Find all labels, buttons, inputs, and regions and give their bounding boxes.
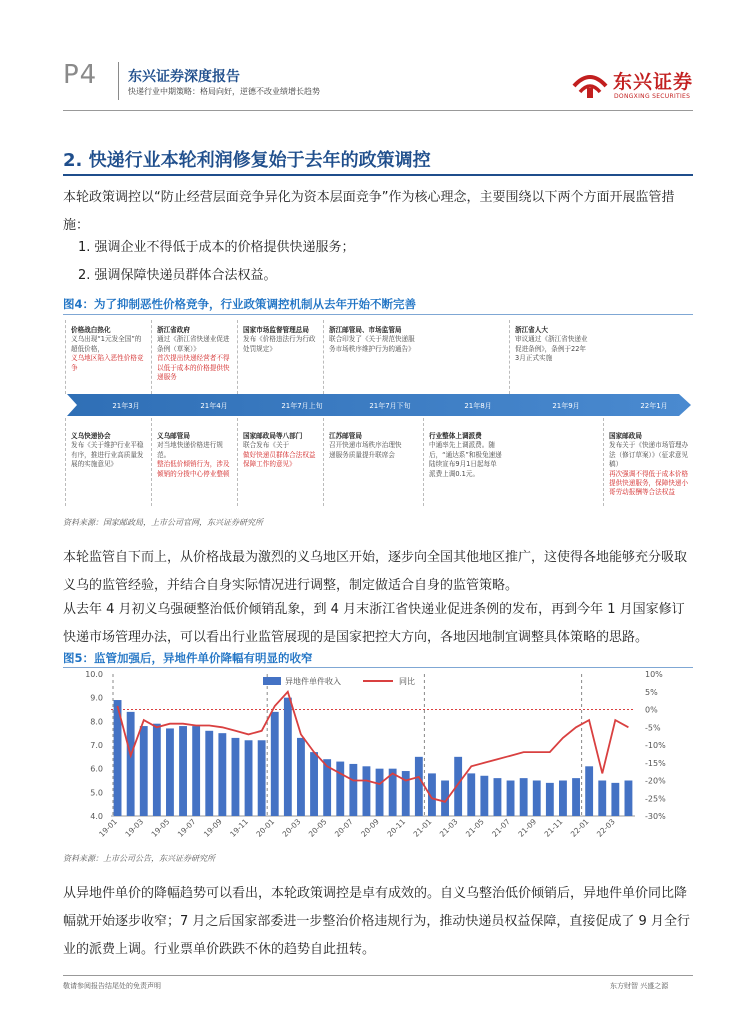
bar-unit-price: [520, 778, 528, 816]
bar-unit-price: [245, 740, 253, 816]
timeline-label-2109: 21年9月: [552, 402, 580, 410]
y-right-tick-label: -5%: [645, 723, 661, 733]
bottom-event: 义乌邮管局 对当地快递价格进行规范。 整治低价倾销行为，涉及倾销的分拨中心停业整顿: [157, 432, 230, 478]
x-tick-label: 20-01: [254, 817, 277, 839]
top-event: 浙江省政府 通过《浙江省快递业促进条例（草案）》 首次提出快递经营者不得以低于成本的价格提供快递服务: [157, 326, 230, 382]
timeline-label-2108: 21年8月: [464, 402, 492, 410]
bar-unit-price: [467, 773, 475, 816]
x-tick-label: 20-11: [385, 817, 408, 839]
y-left-tick-label: 10.0: [85, 670, 103, 679]
bar-unit-price: [572, 778, 580, 816]
intro-paragraph: 本轮政策调控以“防止经营层面竞争异化为资本层面竞争”作为核心理念，主要围绕以下两个方面开展监管措施：: [63, 190, 675, 233]
x-tick-label: 19-03: [123, 817, 146, 839]
y-left-tick-label: 9.0: [90, 693, 103, 703]
report-subtitle: 快递行业中期策略：格局向好，逆德不改业绩增长趋势: [128, 87, 320, 96]
timeline-divider: [65, 320, 67, 394]
bar-unit-price: [232, 738, 240, 816]
footer-disclaimer: 敬请参阅报告结尾处的免责声明: [63, 982, 161, 990]
header-rule: [63, 110, 693, 111]
y-left-tick-label: 8.0: [90, 717, 103, 727]
bar-unit-price: [480, 776, 488, 816]
chart-svg: [63, 668, 693, 844]
bar-unit-price: [402, 771, 410, 816]
bar-unit-price: [585, 766, 593, 816]
fig4-source: 资料来源：国家邮政局，上市公司官网，东兴证券研究所: [63, 518, 263, 527]
timeline-divider: [237, 320, 239, 394]
timeline-divider: [151, 320, 153, 394]
bar-unit-price: [546, 783, 554, 816]
timeline-label-2104: 21年4月: [200, 402, 228, 410]
top-event: 国家市场监督管理总局 发布《价格违法行为行政处罚规定》: [243, 326, 316, 353]
fig5-title: 图5：监管加强后，异地件单价降幅有明显的收窄: [63, 651, 313, 665]
list-item-2: 2. 强调保障快递员群体合法权益。: [78, 268, 277, 283]
x-tick-label: 19-11: [228, 817, 250, 839]
x-tick-label: 20-03: [280, 817, 303, 839]
y-right-tick-label: 0%: [645, 705, 658, 715]
bar-unit-price: [336, 762, 344, 816]
bar-unit-price: [153, 724, 161, 816]
bar-unit-price: [258, 740, 266, 816]
footer-rule: [63, 975, 693, 976]
bar-unit-price: [507, 781, 515, 817]
y-right-tick-label: 10%: [645, 670, 663, 679]
bar-unit-price: [376, 769, 384, 816]
dongxing-logo-icon: [570, 66, 610, 100]
section-title: 2. 快递行业本轮利润修复始于去年的政策调控: [63, 150, 431, 171]
page-number: P4: [63, 60, 98, 90]
bar-unit-price: [192, 726, 200, 816]
bottom-event: 行业整体上调派费 中通率先上调派费。随后，“通达系”和极兔速递陆续宣布9月1日起每单派费上调0.1元。: [429, 432, 502, 478]
x-tick-label: 19-05: [149, 817, 172, 839]
y-left-tick-label: 6.0: [90, 764, 103, 774]
bar-unit-price: [284, 698, 292, 816]
policy-timeline: [63, 318, 693, 508]
legend-label-bar: 异地件单件收入: [285, 677, 341, 686]
x-tick-label: 21-05: [463, 817, 486, 839]
x-tick-label: 21-03: [437, 817, 460, 839]
x-tick-label: 20-05: [306, 817, 329, 839]
fig4-title-rule: [63, 314, 693, 315]
x-tick-label: 22-01: [568, 817, 591, 839]
timeline-label-2107a: 21年7月上旬: [281, 402, 323, 410]
footer-slogan: 东方财智 兴盛之源: [610, 982, 669, 990]
bar-unit-price: [205, 731, 213, 816]
logo-text: 东兴证券: [613, 71, 694, 93]
y-right-tick-label: -20%: [645, 776, 666, 786]
bottom-event: 国家邮政局等八部门 联合发布《关于 做好快递员群体合法权益保障工作的意见》: [243, 432, 316, 469]
top-event: 浙江邮管局、市场监管局 联合印发了《关于规范快递服务市场秩序维护行为的通告》: [329, 326, 415, 353]
timeline-label-2103: 21年3月: [112, 402, 140, 410]
timeline-label-2201: 22年1月: [640, 402, 668, 410]
bar-unit-price: [494, 778, 502, 816]
bar-unit-price: [271, 712, 279, 816]
x-tick-label: 19-09: [201, 817, 224, 839]
timeline-divider: [237, 418, 239, 506]
y-right-tick-label: -15%: [645, 758, 666, 768]
bar-unit-price: [625, 781, 633, 817]
y-left-tick-label: 5.0: [90, 788, 103, 798]
y-right-tick-label: -10%: [645, 741, 666, 750]
y-right-tick-label: 5%: [645, 687, 658, 697]
paragraph-4: 从异地件单价的降幅趋势可以看出，本轮政策调控是卓有成效的。自义乌整治低价倾销后，异地件单价同比降幅就开始逐步收窄；7 月之后国家部委进一步整治价格违规行为，推动快递员权益保障，直接促成了 9 月全行业的派费上调。行业票单价跌跌不休的趋势自此扭转。: [63, 886, 690, 957]
bottom-event: 江苏邮管局 召开快递市场秩序治理快递服务质量提升联席会: [329, 432, 402, 459]
timeline-divider: [423, 418, 425, 506]
x-tick-label: 21-11: [542, 817, 565, 839]
list-item-1: 1. 强调企业不得低于成本的价格提供快递服务；: [78, 240, 355, 255]
bar-unit-price: [533, 781, 541, 817]
bar-unit-price: [179, 726, 187, 816]
bar-unit-price: [166, 728, 174, 816]
report-title: 东兴证券深度报告: [128, 69, 240, 85]
bar-unit-price: [611, 783, 619, 816]
top-event: 价格战白热化 义乌出现“1元发全国”的超低价格， 义乌地区陷入恶性价格竞争: [71, 326, 144, 372]
timeline-label-2107b: 21年7月下旬: [369, 402, 411, 410]
bar-unit-price: [297, 738, 305, 816]
y-left-tick-label: 4.0: [90, 812, 103, 821]
y-right-tick-label: -30%: [645, 812, 666, 821]
bar-unit-price: [598, 781, 606, 817]
x-tick-label: 20-09: [359, 817, 381, 839]
bar-unit-price: [349, 764, 357, 816]
legend-swatch-bar: [263, 677, 281, 685]
paragraph-3: 从去年 4 月初义乌强硬整治低价倾销乱象，到 4 月末浙江省快递业促进条例的发布，再到今年 1 月国家修订快递市场管理办法，可以看出行业监管展现的是国家把控大方向，各地因地制宜调整具体策略的思路。: [63, 602, 685, 645]
timeline-divider: [323, 320, 325, 394]
fig4-title: 图4：为了抑制恶性价格竞争，行业政策调控机制从去年开始不断完善: [63, 297, 416, 311]
bar-unit-price: [363, 766, 371, 816]
timeline-divider: [323, 418, 325, 506]
bottom-event: 义乌快递协会 发布《关于维护行业平稳有序，推进行业高质量发展的实施意见》: [71, 432, 144, 469]
x-tick-label: 22-03: [594, 817, 617, 839]
y-right-tick-label: -25%: [645, 794, 666, 804]
section-rule: [63, 174, 693, 176]
unit-price-chart: [63, 668, 693, 844]
fig5-source: 资料来源：上市公司公告，东兴证券研究所: [63, 854, 215, 863]
bottom-event: 国家邮政局 发布关于《快递市场管理办法（修订草案）》（征求意见稿） 再次强调不得低于成本价格提供快递服务，保障快递小哥劳动报酬等合法权益: [609, 432, 689, 497]
x-tick-label: 19-07: [175, 817, 198, 839]
bar-unit-price: [127, 712, 135, 816]
top-event: 浙江省人大 审议通过《浙江省快递业促进条例》，条例于22年3月正式实施: [515, 326, 588, 363]
paragraph-2: 本轮监管自下而上，从价格战最为激烈的义乌地区开始，逐步向全国其他地区推广，这使得各地能够充分吸取义乌的监管经验，并结合自身实际情况进行调整，制定做适合自身的监管策略。: [63, 550, 688, 593]
logo-english: DONGXING SECURITIES: [614, 93, 691, 100]
x-tick-label: 20-07: [332, 817, 355, 839]
legend-label-line: 同比: [399, 677, 415, 686]
timeline-divider: [603, 418, 605, 506]
bar-unit-price: [415, 757, 423, 816]
bar-unit-price: [218, 733, 226, 816]
x-tick-label: 21-07: [490, 817, 512, 839]
x-tick-label: 19-01: [97, 817, 119, 839]
bar-unit-price: [310, 752, 318, 816]
y-left-tick-label: 7.0: [90, 741, 103, 750]
timeline-divider: [151, 418, 153, 506]
header-divider: [118, 62, 119, 100]
bar-unit-price: [559, 781, 567, 817]
x-tick-label: 21-09: [516, 817, 539, 839]
timeline-divider: [65, 418, 67, 506]
x-tick-label: 21-01: [411, 817, 434, 839]
timeline-divider: [509, 320, 511, 394]
bar-unit-price: [140, 726, 148, 816]
